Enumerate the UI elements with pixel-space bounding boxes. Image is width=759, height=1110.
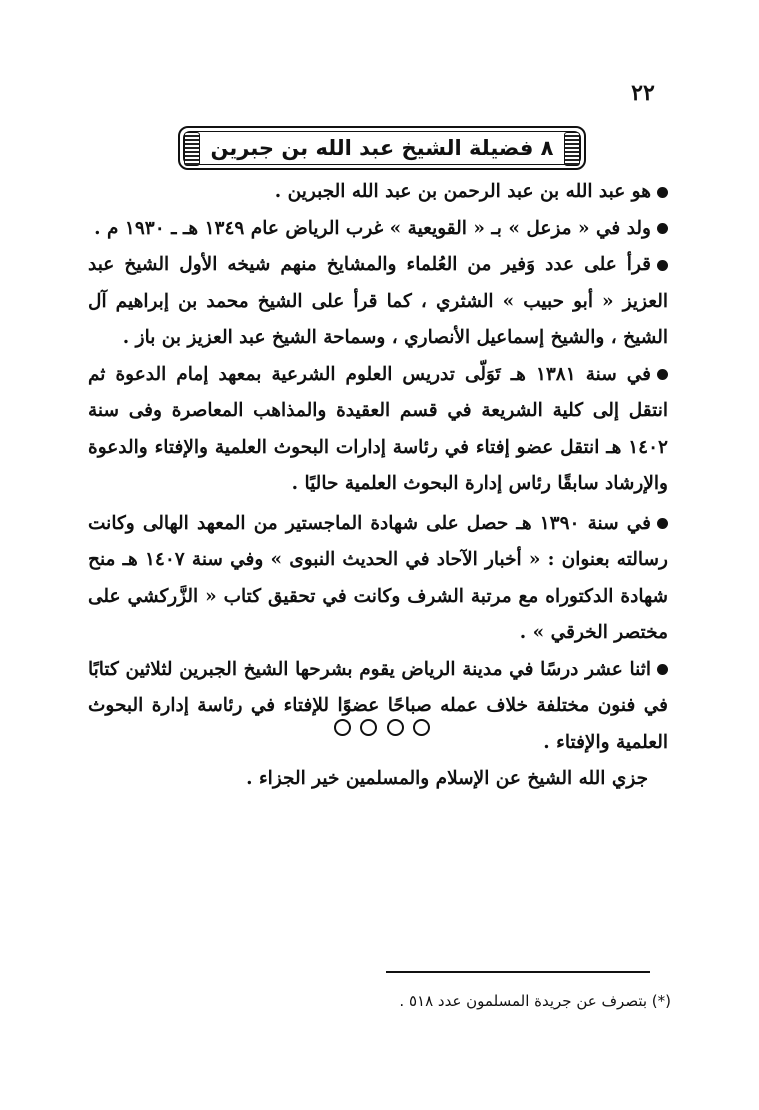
circle-icon (387, 719, 404, 736)
section-title-frame (178, 126, 586, 170)
paragraph-text: اثنا عشر درسًا في مدينة الرياض يقوم بشرحها الشيخ الجبرين لثلاثين كتابًا في فنون مختلفة خلاف عمله صباحًا عضوًا للإفتاء في رئاسة إدارة البحوث العلمية والإفتاء . (88, 658, 668, 753)
bullet-icon (657, 664, 668, 675)
paragraph-lessons (88, 652, 668, 762)
biography-text (88, 174, 668, 798)
paragraph-text: قرأ على عدد وَفير من العُلماء والمشايخ منهم شيخه الأول الشيخ عبد العزيز « أبو حبيب » الشثري ، كما قرأ على الشيخ محمد بن إبراهيم آل الشيخ ، والشيخ إسماعيل الأنصاري ، وسماحة الشيخ عبد العزيز بن باز . (88, 254, 668, 348)
paragraph-text: في سنة ١٣٩٠ هـ حصل على شهادة الماجستير من المعهد الهالى وكانت رسالته بعنوان : « أخبار الآحاد في الحديث النبوى » وفي سنة ١٤٠٧ هـ منح شهادة الدكتوراه مع مرتبة الشرف وكانت في تحقيق كتاب « الزَّركشي على مختصر الخرقي » . (88, 512, 668, 643)
paragraph-text: في سنة ١٣٨١ هـ تَوَلّى تدريس العلوم الشرعية بمعهد إمام الدعوة ثم انتقل إلى كلية الشريعة في قسم العقيدة والمذاهب المعاصرة وفى سنة ١٤٠٢ هـ انتقل عضو إفتاء في رئاسة إدارات البحوث العلمية والإفتاء والدعوة والإرشاد سابقًا رئاس إدارة البحوث العلمية حاليًا . (88, 363, 668, 494)
section-end-ornament (334, 716, 430, 738)
bullet-icon (657, 260, 668, 271)
closing-prayer: جزي الله الشيخ عن الإسلام والمسلمين خير الجزاء . (246, 768, 648, 789)
section-title: ٨ فضيلة الشيخ عبد الله بن جبرين (210, 136, 554, 160)
bullet-icon (657, 187, 668, 198)
bullet-icon (657, 369, 668, 380)
footnote-divider (386, 971, 650, 973)
bullet-icon (657, 223, 668, 234)
paragraph-career (88, 357, 668, 503)
paragraph-degrees (88, 506, 668, 652)
circle-icon (413, 719, 430, 736)
footnote: (*) بتصرف عن جريدة المسلمون عدد ٥١٨ . (399, 992, 671, 1010)
paragraph-name (88, 174, 668, 211)
paragraph-birth (88, 211, 668, 248)
paragraph-text: ولد في « مزعل » بـ « القويعية » غرب الرياض عام ١٣٤٩ هـ ـ ١٩٣٠ م . (94, 217, 651, 239)
bullet-icon (657, 518, 668, 529)
paragraph-teachers (88, 247, 668, 357)
frame-ornament-right (564, 132, 580, 166)
page-number: ٢٢ (631, 80, 655, 106)
frame-ornament-left (184, 132, 200, 166)
circle-icon (334, 719, 351, 736)
paragraph-text: هو عبد الله بن عبد الرحمن بن عبد الله الجبرين . (274, 181, 651, 202)
circle-icon (360, 719, 377, 736)
